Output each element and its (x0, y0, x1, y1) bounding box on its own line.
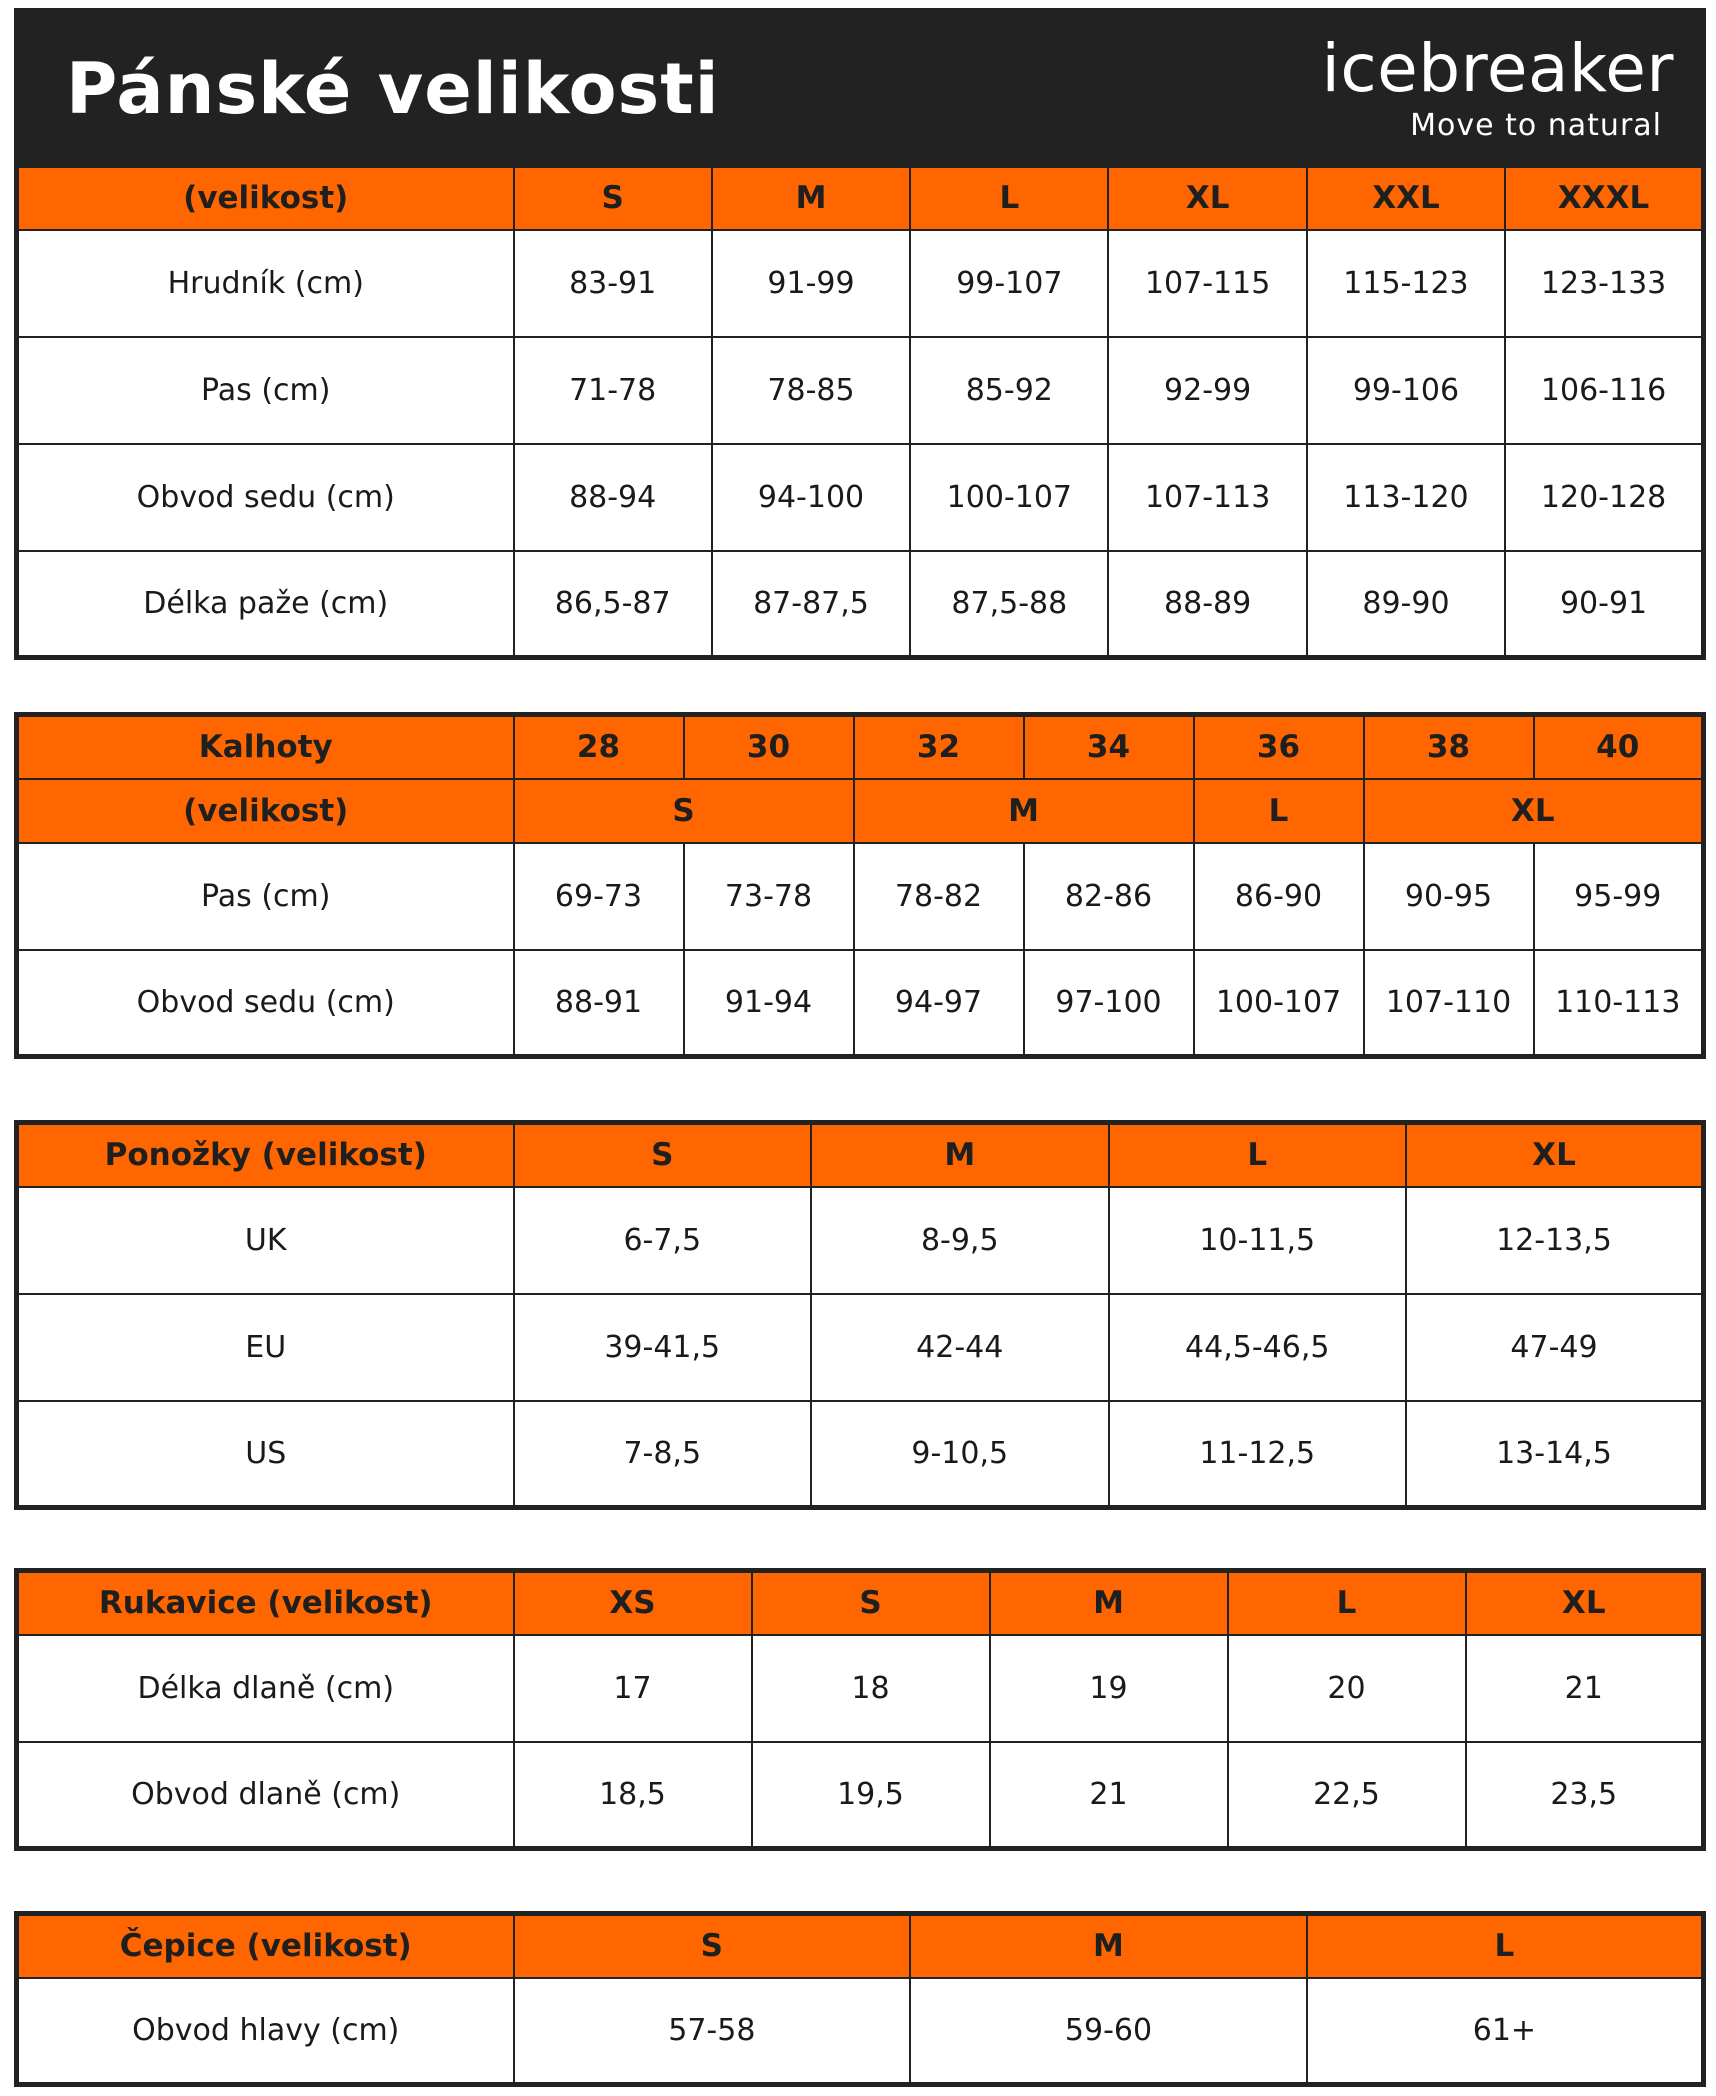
size-header: XL (1406, 1123, 1704, 1187)
table-cell: 19,5 (752, 1742, 990, 1849)
size-header: L (1194, 779, 1364, 843)
size-header: S (514, 779, 854, 843)
table-cell: 88-94 (514, 444, 712, 551)
table-row (17, 551, 1704, 658)
size-header: L (910, 166, 1108, 230)
table-cell: 90-91 (1505, 551, 1703, 658)
pants-number-header: 40 (1534, 715, 1704, 779)
size-header: M (910, 1914, 1307, 1978)
table-cell: 47-49 (1406, 1294, 1704, 1401)
size-header: XXXL (1505, 166, 1703, 230)
table-cell: 107-113 (1108, 444, 1306, 551)
table-cell: 78-82 (854, 843, 1024, 950)
row-label: Pas (cm) (17, 337, 514, 444)
row-label: Obvod dlaně (cm) (17, 1742, 514, 1849)
row-label: Délka dlaně (cm) (17, 1635, 514, 1742)
table-cell: 6-7,5 (514, 1187, 812, 1294)
table-cell: 87-87,5 (712, 551, 910, 658)
table-cell: 90-95 (1364, 843, 1534, 950)
size-header: M (712, 166, 910, 230)
table-cell: 20 (1228, 1635, 1466, 1742)
table-header-row (17, 715, 1704, 779)
table-cell: 86,5-87 (514, 551, 712, 658)
table-cell: 13-14,5 (1406, 1401, 1704, 1508)
table-row (17, 950, 1704, 1057)
size-header: L (1307, 1914, 1704, 1978)
header-label: Rukavice (velikost) (17, 1571, 514, 1635)
table-cell: 83-91 (514, 230, 712, 337)
table-cell: 17 (514, 1635, 752, 1742)
header-label: Ponožky (velikost) (17, 1123, 514, 1187)
size-header: S (514, 1914, 911, 1978)
pants-number-header: 30 (684, 715, 854, 779)
table-cell: 91-94 (684, 950, 854, 1057)
size-header: S (514, 1123, 812, 1187)
pants-number-header: 38 (1364, 715, 1534, 779)
size-header: XXL (1307, 166, 1505, 230)
table-cell: 18,5 (514, 1742, 752, 1849)
table-cell: 19 (990, 1635, 1228, 1742)
table-cell: 7-8,5 (514, 1401, 812, 1508)
table-cell: 73-78 (684, 843, 854, 950)
table-cell: 106-116 (1505, 337, 1703, 444)
size-header: M (990, 1571, 1228, 1635)
table-cell: 82-86 (1024, 843, 1194, 950)
row-label: EU (17, 1294, 514, 1401)
table-cell: 42-44 (811, 1294, 1109, 1401)
table-row (17, 843, 1704, 950)
table-cell: 18 (752, 1635, 990, 1742)
tops-size-table (14, 163, 1706, 660)
table-cell: 11-12,5 (1109, 1401, 1407, 1508)
table-cell: 21 (1466, 1635, 1704, 1742)
row-label: Pas (cm) (17, 843, 514, 950)
page-title: Pánské velikosti (66, 48, 720, 130)
pants-size-table (14, 712, 1706, 1059)
table-cell: 97-100 (1024, 950, 1194, 1057)
logo-tagline: Move to natural (1410, 108, 1662, 143)
table-cell: 39-41,5 (514, 1294, 812, 1401)
size-header: L (1109, 1123, 1407, 1187)
size-header: M (811, 1123, 1109, 1187)
row-label: Obvod sedu (cm) (17, 444, 514, 551)
table-cell: 71-78 (514, 337, 712, 444)
table-cell: 107-115 (1108, 230, 1306, 337)
table-cell: 69-73 (514, 843, 684, 950)
header-label: Kalhoty (17, 715, 514, 779)
pants-number-header: 28 (514, 715, 684, 779)
table-cell: 61+ (1307, 1978, 1704, 2085)
pants-number-header: 36 (1194, 715, 1364, 779)
table-header-row (17, 1914, 1704, 1978)
table-cell: 99-106 (1307, 337, 1505, 444)
table-cell: 78-85 (712, 337, 910, 444)
table-cell: 89-90 (1307, 551, 1505, 658)
size-header: L (1228, 1571, 1466, 1635)
table-header-row (17, 1123, 1704, 1187)
table-cell: 10-11,5 (1109, 1187, 1407, 1294)
table-row (17, 1294, 1704, 1401)
table-cell: 107-110 (1364, 950, 1534, 1057)
row-label: US (17, 1401, 514, 1508)
table-cell: 12-13,5 (1406, 1187, 1704, 1294)
table-cell: 87,5-88 (910, 551, 1108, 658)
row-label: UK (17, 1187, 514, 1294)
table-cell: 8-9,5 (811, 1187, 1109, 1294)
table-cell: 23,5 (1466, 1742, 1704, 1849)
table-row (17, 1187, 1704, 1294)
table-row (17, 444, 1704, 551)
header-label: (velikost) (17, 779, 514, 843)
table-cell: 86-90 (1194, 843, 1364, 950)
hats-size-table (14, 1911, 1706, 2087)
table-cell: 88-91 (514, 950, 684, 1057)
table-cell: 120-128 (1505, 444, 1703, 551)
row-label: Hrudník (cm) (17, 230, 514, 337)
table-row (17, 1635, 1704, 1742)
pants-number-header: 34 (1024, 715, 1194, 779)
table-cell: 100-107 (1194, 950, 1364, 1057)
table-row (17, 230, 1704, 337)
table-row (17, 1742, 1704, 1849)
table-cell: 88-89 (1108, 551, 1306, 658)
table-cell: 57-58 (514, 1978, 911, 2085)
row-label: Obvod hlavy (cm) (17, 1978, 514, 2085)
header-label: Čepice (velikost) (17, 1914, 514, 1978)
table-header-row (17, 779, 1704, 843)
size-header: XL (1466, 1571, 1704, 1635)
table-cell: 21 (990, 1742, 1228, 1849)
size-header: M (854, 779, 1194, 843)
table-row (17, 1401, 1704, 1508)
brand-logo (1321, 30, 1674, 143)
size-header: XS (514, 1571, 752, 1635)
socks-size-table (14, 1120, 1706, 1510)
logo-name: icebreaker (1321, 30, 1674, 107)
table-cell: 9-10,5 (811, 1401, 1109, 1508)
table-header-row (17, 166, 1704, 230)
table-cell: 22,5 (1228, 1742, 1466, 1849)
row-label: Délka paže (cm) (17, 551, 514, 658)
table-cell: 100-107 (910, 444, 1108, 551)
table-cell: 95-99 (1534, 843, 1704, 950)
gloves-size-table (14, 1568, 1706, 1851)
table-cell: 92-99 (1108, 337, 1306, 444)
table-cell: 94-97 (854, 950, 1024, 1057)
table-cell: 44,5-46,5 (1109, 1294, 1407, 1401)
size-header: S (514, 166, 712, 230)
table-cell: 99-107 (910, 230, 1108, 337)
size-header: XL (1364, 779, 1704, 843)
size-header: S (752, 1571, 990, 1635)
header-label: (velikost) (17, 166, 514, 230)
page-header (14, 8, 1706, 163)
size-header: XL (1108, 166, 1306, 230)
table-cell: 113-120 (1307, 444, 1505, 551)
table-header-row (17, 1571, 1704, 1635)
table-cell: 110-113 (1534, 950, 1704, 1057)
table-cell: 85-92 (910, 337, 1108, 444)
table-row (17, 337, 1704, 444)
pants-number-header: 32 (854, 715, 1024, 779)
row-label: Obvod sedu (cm) (17, 950, 514, 1057)
table-cell: 123-133 (1505, 230, 1703, 337)
table-row (17, 1978, 1704, 2085)
table-cell: 59-60 (910, 1978, 1307, 2085)
table-cell: 115-123 (1307, 230, 1505, 337)
table-cell: 91-99 (712, 230, 910, 337)
table-cell: 94-100 (712, 444, 910, 551)
